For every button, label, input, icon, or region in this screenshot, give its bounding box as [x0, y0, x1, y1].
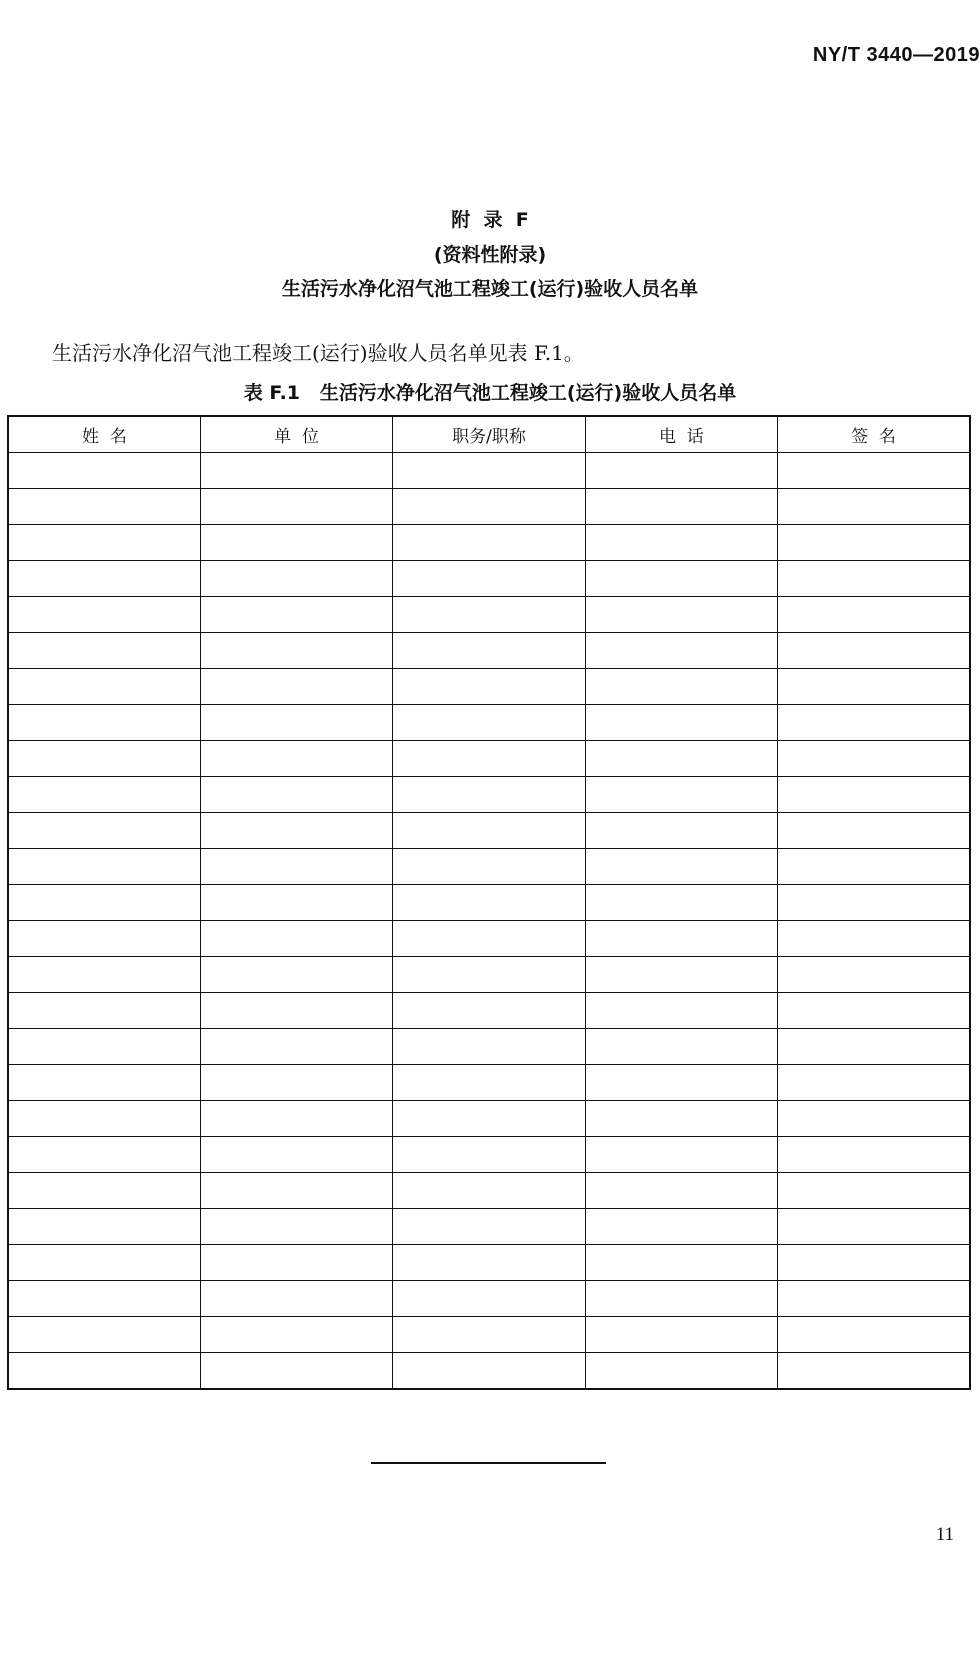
intro-paragraph: 生活污水净化沼气池工程竣工(运行)验收人员名单见表 F.1。 — [52, 341, 584, 365]
cell-phone — [585, 777, 777, 813]
table-row — [8, 849, 970, 885]
cell-organization — [200, 453, 392, 489]
cell-organization — [200, 561, 392, 597]
table-header-row — [8, 416, 970, 453]
cell-name — [8, 777, 200, 813]
table-row — [8, 705, 970, 741]
table-row — [8, 633, 970, 669]
cell-position-title — [393, 1101, 585, 1137]
cell-position-title — [393, 885, 585, 921]
cell-name — [8, 885, 200, 921]
table-row — [8, 597, 970, 633]
cell-name — [8, 813, 200, 849]
cell-signature — [778, 1209, 970, 1245]
cell-name — [8, 1029, 200, 1065]
cell-name — [8, 453, 200, 489]
cell-organization — [200, 597, 392, 633]
table-row — [8, 1281, 970, 1317]
table-row — [8, 993, 970, 1029]
cell-signature — [778, 849, 970, 885]
cell-position-title — [393, 561, 585, 597]
cell-name — [8, 921, 200, 957]
cell-signature — [778, 993, 970, 1029]
table-row — [8, 1173, 970, 1209]
cell-phone — [585, 1281, 777, 1317]
cell-name — [8, 1245, 200, 1281]
cell-phone — [585, 561, 777, 597]
cell-signature — [778, 1317, 970, 1353]
cell-phone — [585, 633, 777, 669]
cell-name — [8, 489, 200, 525]
cell-phone — [585, 1317, 777, 1353]
cell-organization — [200, 525, 392, 561]
cell-name — [8, 705, 200, 741]
cell-position-title — [393, 705, 585, 741]
cell-signature — [778, 1173, 970, 1209]
cell-signature — [778, 741, 970, 777]
column-header-organization: 单 位 — [200, 416, 392, 453]
cell-phone — [585, 1353, 777, 1390]
cell-phone — [585, 1245, 777, 1281]
cell-organization — [200, 1173, 392, 1209]
cell-signature — [778, 1029, 970, 1065]
cell-signature — [778, 885, 970, 921]
standard-code: NY/T 3440—2019 — [812, 44, 980, 66]
cell-position-title — [393, 1353, 585, 1390]
cell-name — [8, 633, 200, 669]
cell-organization — [200, 921, 392, 957]
cell-position-title — [393, 777, 585, 813]
cell-name — [8, 1137, 200, 1173]
cell-signature — [778, 633, 970, 669]
cell-position-title — [393, 1209, 585, 1245]
cell-position-title — [393, 669, 585, 705]
cell-organization — [200, 741, 392, 777]
cell-name — [8, 597, 200, 633]
cell-signature — [778, 669, 970, 705]
cell-phone — [585, 813, 777, 849]
end-rule — [371, 1462, 606, 1464]
table-row — [8, 741, 970, 777]
table-row — [8, 1353, 970, 1390]
table-row — [8, 1245, 970, 1281]
cell-phone — [585, 993, 777, 1029]
cell-name — [8, 669, 200, 705]
cell-organization — [200, 885, 392, 921]
cell-name — [8, 849, 200, 885]
cell-name — [8, 1353, 200, 1390]
cell-position-title — [393, 993, 585, 1029]
table-row — [8, 1029, 970, 1065]
column-header-name: 姓 名 — [8, 416, 200, 453]
cell-phone — [585, 1173, 777, 1209]
cell-position-title — [393, 849, 585, 885]
table-row — [8, 813, 970, 849]
cell-phone — [585, 1137, 777, 1173]
table-row — [8, 1317, 970, 1353]
table-row — [8, 1101, 970, 1137]
cell-organization — [200, 1317, 392, 1353]
cell-position-title — [393, 1137, 585, 1173]
table-row — [8, 777, 970, 813]
cell-organization — [200, 705, 392, 741]
cell-organization — [200, 813, 392, 849]
table-row — [8, 669, 970, 705]
cell-phone — [585, 453, 777, 489]
cell-organization — [200, 993, 392, 1029]
cell-phone — [585, 741, 777, 777]
table-row — [8, 1065, 970, 1101]
cell-signature — [778, 777, 970, 813]
cell-signature — [778, 705, 970, 741]
cell-organization — [200, 633, 392, 669]
cell-name — [8, 957, 200, 993]
column-header-phone: 电 话 — [585, 416, 777, 453]
cell-phone — [585, 1209, 777, 1245]
cell-organization — [200, 1245, 392, 1281]
table-body — [8, 453, 970, 1390]
table-row — [8, 957, 970, 993]
cell-signature — [778, 597, 970, 633]
cell-organization — [200, 1065, 392, 1101]
cell-organization — [200, 777, 392, 813]
column-header-position-title: 职务/职称 — [393, 416, 585, 453]
cell-phone — [585, 1101, 777, 1137]
table-row — [8, 489, 970, 525]
cell-phone — [585, 705, 777, 741]
cell-signature — [778, 813, 970, 849]
cell-signature — [778, 1353, 970, 1390]
cell-name — [8, 1065, 200, 1101]
cell-position-title — [393, 633, 585, 669]
page-number: 11 — [935, 1524, 954, 1545]
cell-phone — [585, 921, 777, 957]
cell-signature — [778, 1065, 970, 1101]
cell-name — [8, 993, 200, 1029]
cell-organization — [200, 489, 392, 525]
cell-signature — [778, 489, 970, 525]
cell-position-title — [393, 1065, 585, 1101]
cell-phone — [585, 885, 777, 921]
table-row — [8, 1137, 970, 1173]
cell-name — [8, 1317, 200, 1353]
cell-name — [8, 525, 200, 561]
acceptance-personnel-table — [7, 415, 971, 1390]
cell-phone — [585, 525, 777, 561]
cell-organization — [200, 1209, 392, 1245]
cell-organization — [200, 1137, 392, 1173]
cell-position-title — [393, 489, 585, 525]
table-row — [8, 921, 970, 957]
table-row — [8, 525, 970, 561]
cell-signature — [778, 957, 970, 993]
cell-position-title — [393, 453, 585, 489]
appendix-title: 附 录 F — [451, 209, 529, 231]
cell-organization — [200, 669, 392, 705]
column-header-signature: 签 名 — [778, 416, 970, 453]
table-row — [8, 453, 970, 489]
cell-signature — [778, 453, 970, 489]
cell-position-title — [393, 1317, 585, 1353]
cell-organization — [200, 957, 392, 993]
table-row — [8, 885, 970, 921]
cell-signature — [778, 1137, 970, 1173]
table-row — [8, 1209, 970, 1245]
cell-name — [8, 1173, 200, 1209]
cell-position-title — [393, 1281, 585, 1317]
cell-position-title — [393, 1173, 585, 1209]
cell-phone — [585, 1065, 777, 1101]
cell-phone — [585, 849, 777, 885]
cell-name — [8, 1101, 200, 1137]
cell-organization — [200, 1101, 392, 1137]
cell-phone — [585, 489, 777, 525]
table-caption: 表 F.1 生活污水净化沼气池工程竣工(运行)验收人员名单 — [243, 382, 737, 404]
cell-signature — [778, 1101, 970, 1137]
cell-signature — [778, 525, 970, 561]
cell-phone — [585, 957, 777, 993]
cell-name — [8, 561, 200, 597]
appendix-subject: 生活污水净化沼气池工程竣工(运行)验收人员名单 — [281, 278, 699, 300]
cell-position-title — [393, 921, 585, 957]
cell-signature — [778, 1245, 970, 1281]
cell-organization — [200, 1029, 392, 1065]
cell-phone — [585, 1029, 777, 1065]
cell-position-title — [393, 957, 585, 993]
cell-position-title — [393, 1245, 585, 1281]
cell-organization — [200, 1353, 392, 1390]
cell-position-title — [393, 597, 585, 633]
cell-name — [8, 1281, 200, 1317]
appendix-type: (资料性附录) — [433, 244, 547, 266]
cell-position-title — [393, 813, 585, 849]
cell-organization — [200, 1281, 392, 1317]
cell-position-title — [393, 1029, 585, 1065]
cell-signature — [778, 561, 970, 597]
cell-name — [8, 1209, 200, 1245]
cell-position-title — [393, 525, 585, 561]
cell-phone — [585, 669, 777, 705]
cell-signature — [778, 1281, 970, 1317]
cell-signature — [778, 921, 970, 957]
cell-name — [8, 741, 200, 777]
cell-organization — [200, 849, 392, 885]
table-row — [8, 561, 970, 597]
cell-position-title — [393, 741, 585, 777]
cell-phone — [585, 597, 777, 633]
